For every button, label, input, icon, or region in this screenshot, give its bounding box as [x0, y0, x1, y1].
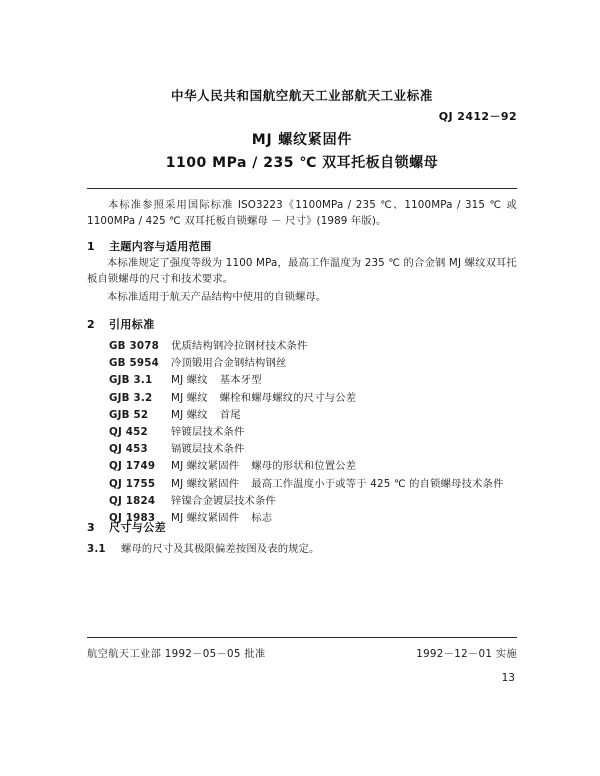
issuing-body-line: 中华人民共和国航空航天工业部航天工业标准	[170, 88, 433, 103]
reference-title-main: MJ 螺纹紧固件	[171, 460, 240, 473]
reference-code: GJB 3.2	[109, 391, 153, 404]
reference-title	[171, 406, 241, 421]
reference-code: QJ 453	[109, 443, 148, 456]
page-number: 13	[501, 672, 515, 684]
reference-title-main: 锌镀层技术条件	[171, 425, 245, 438]
section-1-paragraph-2	[87, 290, 517, 306]
section-1-paragraph-1	[87, 256, 517, 287]
section-2-title: 引用标准	[109, 318, 155, 331]
section-3-title: 尺寸与公差	[109, 521, 166, 534]
reference-title-main: 冷顶锻用合金钢结构钢丝	[171, 357, 287, 370]
section-1-number: 1	[87, 240, 96, 253]
clause-3-1-text: 螺母的尺寸及其极限偏差按图及表的规定。	[121, 543, 320, 555]
list-item	[109, 354, 519, 371]
reference-title	[171, 389, 356, 404]
footer-implementation-text: 1992－12－01 实施	[416, 648, 517, 660]
standard-number: QJ 2412－92	[438, 110, 517, 123]
reference-code: QJ 1755	[109, 477, 156, 490]
reference-title	[171, 337, 319, 352]
list-item	[109, 492, 519, 509]
reference-title-main: 锌镍合金镀层技术条件	[171, 494, 276, 507]
reference-title	[171, 492, 288, 507]
list-item	[109, 337, 519, 354]
section-1-title: 主题内容与适用范围	[109, 240, 212, 253]
reference-title	[171, 423, 256, 438]
reference-title-sub: 标志	[251, 511, 273, 524]
footer-divider-rule	[87, 637, 517, 638]
reference-title-main: 镉镀层技术条件	[171, 443, 245, 456]
reference-title	[171, 354, 298, 369]
reference-code: QJ 1749	[109, 460, 156, 473]
reference-title	[171, 440, 256, 455]
reference-code: QJ 452	[109, 425, 148, 438]
section-3-number: 3	[87, 521, 96, 534]
header-divider-rule	[87, 188, 517, 189]
reference-title	[171, 475, 504, 490]
reference-title	[171, 371, 262, 386]
intro-paragraph	[87, 198, 517, 229]
list-item	[109, 371, 519, 388]
reference-title-sub: 螺栓和螺母螺纹的尺寸与公差	[219, 391, 357, 404]
list-item	[109, 389, 519, 406]
reference-title-main: MJ 螺纹	[171, 408, 208, 421]
list-item	[109, 406, 519, 423]
document-title-line2: 1100 MPa / 235 ℃ 双耳托板自锁螺母	[165, 155, 439, 171]
section-1-paragraph-1-text: 本标准规定了强度等级为 1100 MPa，最高工作温度为 235 ℃ 的合金钢 MJ 螺纹双耳托板自锁螺母的尺寸和技术要求。	[87, 257, 517, 285]
reference-title-main: 优质结构钢冷拉钢材技术条件	[171, 340, 308, 352]
list-item	[109, 509, 519, 526]
reference-title	[171, 509, 272, 524]
referenced-standards-list	[109, 337, 519, 526]
reference-title-sub: 首尾	[219, 408, 241, 421]
reference-title	[171, 457, 356, 472]
reference-title-main: MJ 螺纹	[171, 374, 208, 387]
reference-title-sub: 基本牙型	[219, 374, 262, 387]
clause-3-1	[87, 542, 517, 558]
document-title-line1: MJ 螺纹紧固件	[251, 132, 353, 148]
section-3-heading	[87, 519, 166, 535]
section-2-number: 2	[87, 318, 96, 331]
intro-text: 本标准参照采用国际标准 ISO3223《1100MPa / 235 ℃、1100MPa / 315 ℃ 或 1100MPa / 425 ℃ 双耳托板自锁螺母 － 尺寸》(1989 年版)。	[87, 199, 517, 227]
reference-title-sub: 螺母的形状和位置公差	[251, 460, 357, 473]
clause-3-1-number: 3.1	[87, 543, 106, 555]
reference-code: GJB 3.1	[109, 374, 153, 387]
list-item	[109, 440, 519, 457]
reference-code: GB 5954	[109, 357, 159, 370]
reference-title-main: MJ 螺纹紧固件	[171, 477, 240, 490]
list-item	[109, 457, 519, 474]
section-2-heading	[87, 316, 155, 332]
reference-title-sub: 最高工作温度小于或等于 425 ℃ 的自锁螺母技术条件	[251, 477, 504, 490]
list-item	[109, 423, 519, 440]
list-item	[109, 475, 519, 492]
footer-approval-text: 航空航天工业部 1992－05－05 批准	[87, 648, 266, 660]
reference-title-main: MJ 螺纹紧固件	[171, 511, 240, 524]
reference-code: QJ 1824	[109, 494, 156, 507]
reference-code: GB 3078	[109, 340, 159, 352]
reference-code: GJB 52	[109, 408, 149, 421]
section-1-heading	[87, 238, 212, 254]
reference-code: QJ 1983	[109, 511, 156, 524]
reference-title-main: MJ 螺纹	[171, 391, 208, 404]
section-1-paragraph-2-text: 本标准适用于航天产品结构中使用的自锁螺母。	[107, 291, 327, 303]
